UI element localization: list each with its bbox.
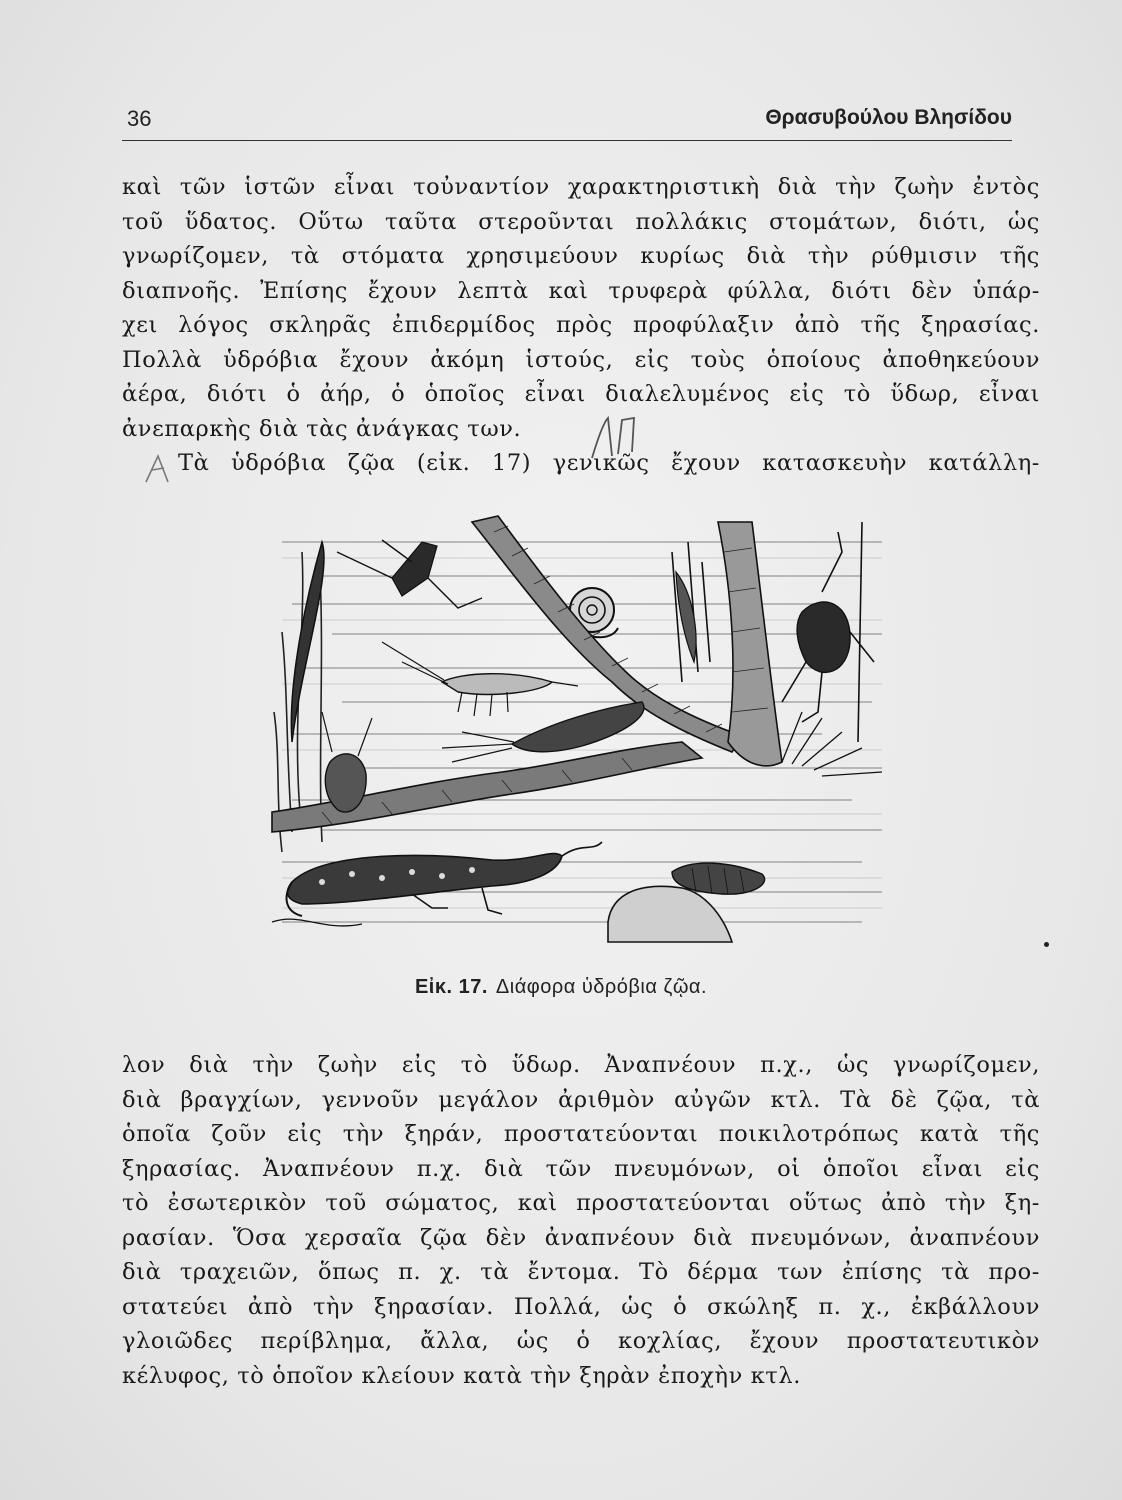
text-line: διὰ βραγχίων, γεννοῦν μεγάλον ἀριθμὸν αὐγῶν κτλ. Τὰ δὲ ζῷα, τὰ [122,1086,1040,1113]
figure-caption [0,976,1122,999]
page-number: 36 [127,106,152,131]
text-line: τὸ ἐσωτερικὸν τοῦ σώματος, καὶ προστατεύονται οὕτως ἀπὸ τὴν ξη- [122,1190,1040,1216]
text-line: ἀνεπαρκὴς διὰ τὰς ἀνάγκας των. [122,415,522,442]
pencil-annotation-icon [142,448,182,488]
paragraph-2 [122,1048,1040,1393]
pencil-scribble-icon [588,408,648,468]
text-line: τοῦ ὕδατος. Οὕτω ταῦτα στεροῦνται πολλάκις στομάτων, διότι, ὡς [122,208,1040,235]
text-line: διαπνοῆς. Ἐπίσης ἔχουν λεπτὰ καὶ τρυφερὰ φύλλα, διότι δὲν ὑπάρ- [122,277,1040,304]
running-head: Θρασυβούλου Βλησίδου [765,106,1012,129]
text-line: ἀέρα, διότι ὁ ἀήρ, ὁ ὁποῖος εἶναι διαλελυμένος εἰς τὸ ὕδωρ, εἶναι [122,381,1040,407]
text-line: γλοιῶδες περίβλημα, ἄλλα, ὡς ὁ κοχλίας, ἔχουν προστατευτικὸν [122,1328,1040,1354]
text-line: ρασίαν. Ὅσα χερσαῖα ζῷα δὲν ἀναπνέουν διὰ πνευμόνων, ἀναπνέουν [122,1224,1040,1251]
text-line: καὶ τῶν ἱστῶν εἶναι τοὐναντίον χαρακτηριστικὴ διὰ τὴν ζωὴν ἐντὸς [122,174,1040,200]
ink-spot [1044,942,1049,947]
paragraph-1 [122,170,1040,481]
figure-illustration [262,512,894,952]
text-line: κέλυφος, τὸ ὁποῖον κλείουν κατὰ τὴν ξηρὰν ἐποχὴν κτλ. [122,1362,801,1389]
text-line: Πολλὰ ὑδρόβια ἔχουν ἀκόμη ἱστούς, εἰς τοὺς ὁποίους ἀποθηκεύουν [122,346,1040,373]
text-line: στατεύει ἀπὸ τὴν ξηρασίαν. Πολλά, ὡς ὁ σκώληξ π. χ., ἐκβάλλουν [122,1293,1040,1320]
water-beetle [337,540,482,608]
aquatic-animals-engraving [262,512,894,952]
text-line: γνωρίζομεν, τὰ στόματα χρησιμεύουν κυρίως διὰ τὴν ρύθμισιν τῆς [122,243,1040,269]
text-line: ξηρασίας. Ἀναπνέουν π.χ. διὰ τῶν πνευμόνων, οἱ ὁποῖοι εἶναι εἰς [122,1155,1040,1182]
text-line: ὁποῖα ζοῦν εἰς τὴν ξηράν, προστατεύονται ποικιλοτρόπως κατὰ τῆς [122,1121,1040,1147]
text-line: λον διὰ τὴν ζωὴν εἰς τὸ ὕδωρ. Ἀναπνέουν π.χ., ὡς γνωρίζομεν, [122,1052,1040,1078]
figure-caption-text: Διάφορα ὑδρόβια ζῷα. [495,976,708,998]
figure-label: Εἰκ. 17. [414,976,488,998]
page-header [122,100,1012,141]
text-line: διὰ τραχειῶν, ὅπως π. χ. τὰ ἔντομα. Τὸ δέρμα των ἐπίσης τὰ προ- [122,1259,1040,1285]
text-line: χει λόγος σκληρᾶς ἐπιδερμίδος πρὸς προφύλαξιν ἀπὸ τῆς ξηρασίας. [122,312,1040,338]
text-line: Τὰ ὑδρόβια ζῷα (εἰκ. 17) γενικῶς ἔχουν κατασκευὴν κατάλλη- [178,450,1040,476]
